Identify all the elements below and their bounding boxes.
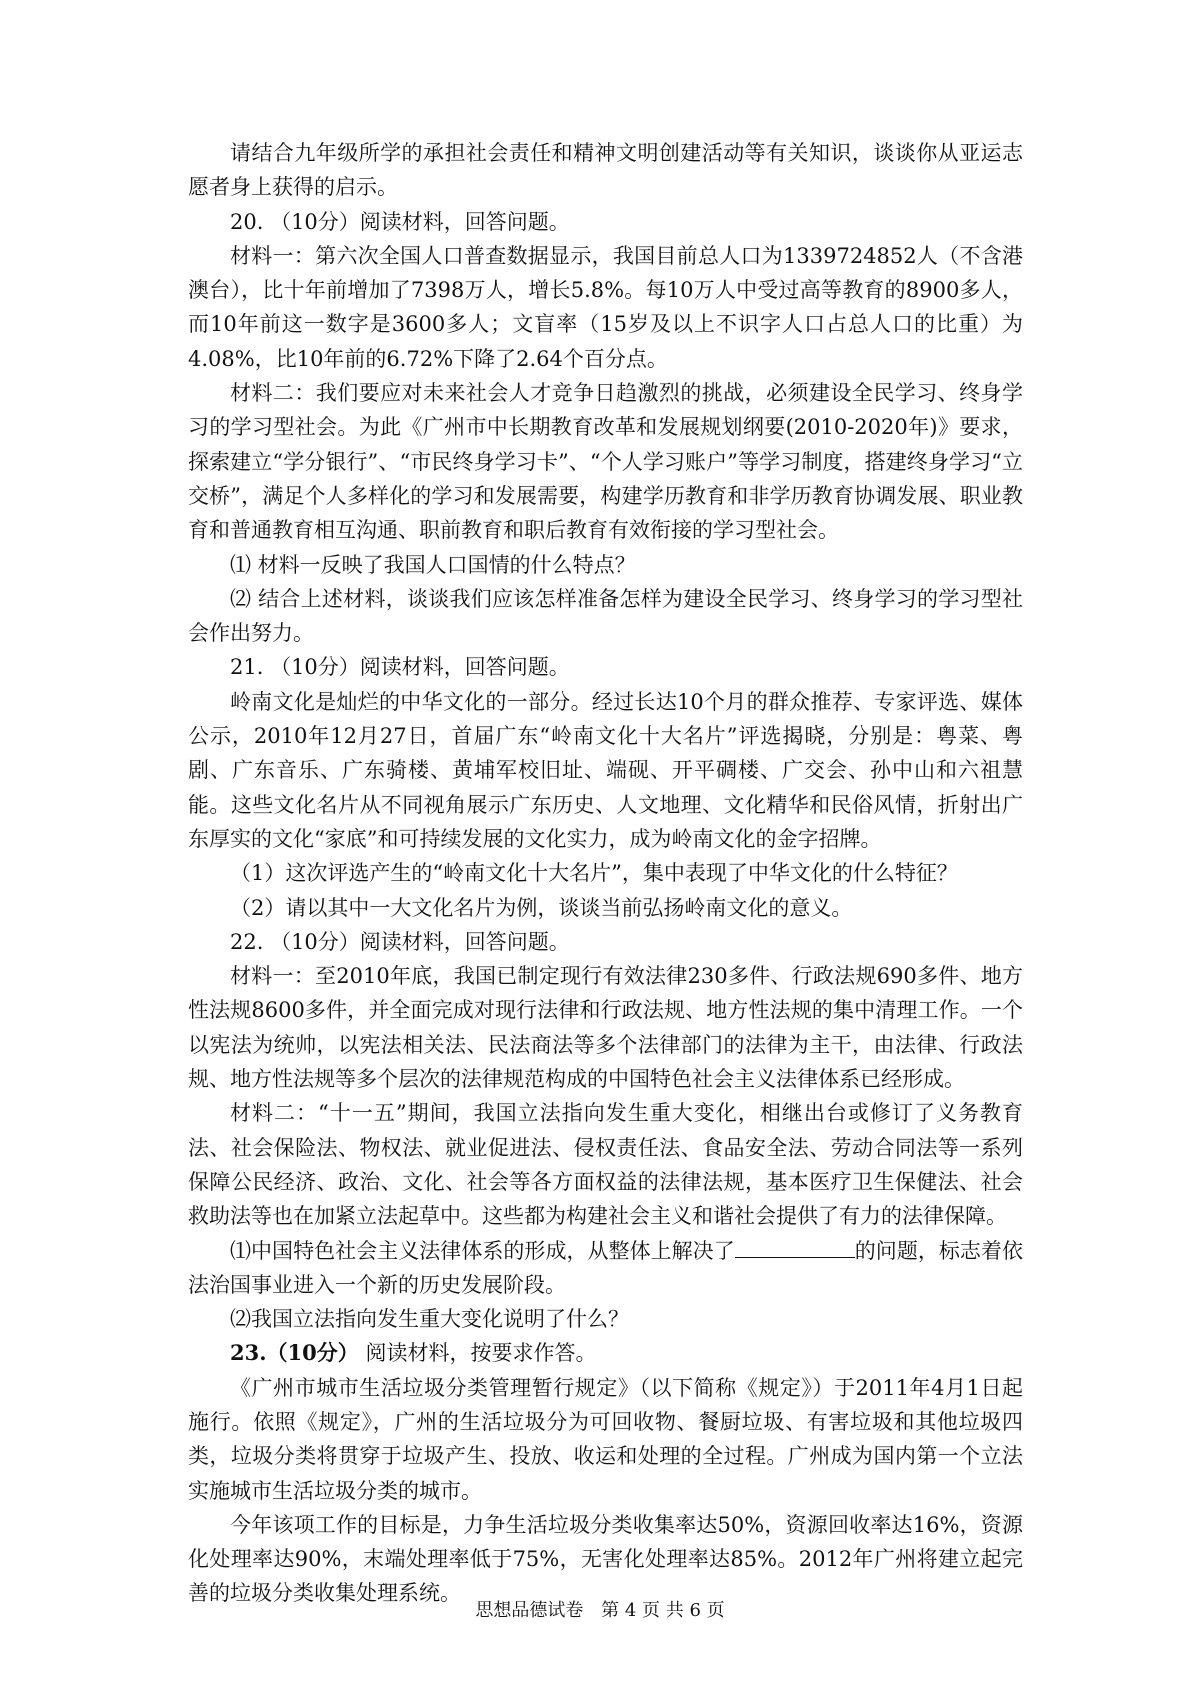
q23-number: 23. xyxy=(230,1340,267,1366)
q20-material-1: 材料一：第六次全国人口普查数据显示，我国目前总人口为1339724852人（不含港澳台），比十年前增加了7398万人，增长5.8%。每10万人中受过高等教育的8900多人，而10年前这一数字是3600多人；文盲率（15岁及以上不识字人口占总人口的比重）为4.08%，比10年前的6.72%下降了2.64个百分点。 xyxy=(188,243,1023,371)
q21-subquestion-2: （2）请以其中一大文化名片为例，谈谈当前弘扬岭南文化的意义。 xyxy=(230,895,853,920)
q23-material-1: 《广州市城市生活垃圾分类管理暂行规定》（以下简称《规定》）于2011年4月1日起施行。依照《规定》，广州的生活垃圾分为可回收物、餐厨垃圾、有害垃圾和其他垃圾四类，垃圾分类将贯穿于垃圾产生、投放、收运和处理的全过程。广州成为国内第一个立法实施城市生活垃圾分类的城市。 xyxy=(188,1375,1023,1503)
q22-material-1: 材料一：至2010年底，我国已制定现行有效法律230多件、行政法规690多件、地方性法规8600多件，并全面完成对现行法律和行政法规、地方性法规的集中清理工作。一个以宪法为统帅，以宪法相关法、民法商法等多个法律部门的法律为主干，由法律、行政法规、地方性法规等多个层次的法律规范构成的中国特色社会主义法律体系已经形成。 xyxy=(188,964,1023,1092)
q19-continuation: 请结合九年级所学的承担社会责任和精神文明创建活动等有关知识，谈谈你从亚运志愿者身上获得的启示。 xyxy=(188,141,1023,200)
q23-material-2: 今年该项工作的目标是，力争生活垃圾分类收集率达50%，资源回收率达16%，资源化处理率达90%，末端处理率低于75%，无害化处理率达85%。2012年广州将建立起完善的垃圾分类收集处理系统。 xyxy=(188,1512,1023,1606)
q22-material-2: 材料二：“十一五”期间，我国立法指向发生重大变化，相继出台或修订了义务教育法、社会保险法、物权法、就业促进法、侵权责任法、食品安全法、劳动合同法等一系列保障公民经济、政治、文化、社会等各方面权益的法律法规，基本医疗卫生保健法、社会救助法等也在加紧立法起草中。这些都为构建社会主义和谐社会提供了有力的法律保障。 xyxy=(188,1101,1023,1229)
q20-subquestion-1: ⑴ 材料一反映了我国人口国情的什么特点？ xyxy=(230,552,636,577)
q20-subquestion-2: ⑵ 结合上述材料，谈谈我们应该怎样准备怎样为建设全民学习、终身学习的学习型社会作出努力。 xyxy=(188,586,1023,646)
q22-heading: 22. （10分）阅读材料，回答问题。 xyxy=(230,929,570,954)
q23-heading-text: 阅读材料，按要求作答。 xyxy=(358,1341,597,1366)
q21-material: 岭南文化是灿烂的中华文化的一部分。经过长达10个月的群众推荐、专家评选、媒体公示，2010年12月27日，首届广东“岭南文化十大名片”评选揭晓，分别是：粤菜、粤剧、广东音乐、广东骑楼、黄埔军校旧址、端砚、开平碉楼、广交会、孙中山和六祖慧能。这些文化名片从不同视角展示广东历史、人文地理、文化精华和民俗风情，折射出广东厚实的文化“家底”和可持续发展的文化实力，成为岭南文化的金字招牌。 xyxy=(188,689,1023,851)
q23-score: （10分） xyxy=(266,1340,359,1366)
footer-subject: 思想品德试卷 xyxy=(475,1600,584,1621)
q21-subquestion-1: （1）这次评选产生的“岭南文化十大名片”，集中表现了中华文化的什么特征？ xyxy=(230,861,958,886)
q22-subquestion-1 xyxy=(188,1234,1023,1303)
page-footer xyxy=(0,1596,1200,1622)
q22-subquestion-2: ⑵我国立法指向发生重大变化说明了什么？ xyxy=(230,1307,629,1332)
q22-s1-part-a: ⑴中国特色社会主义法律体系的形成，从整体上解决了 xyxy=(230,1238,735,1263)
q23-heading xyxy=(188,1336,1023,1370)
q20-heading: 20. （10分）阅读材料，回答问题。 xyxy=(230,209,570,234)
q20-material-2: 材料二：我们要应对未来社会人才竞争日趋激烈的挑战，必须建设全民学习、终身学习的学习型社会。为此《广州市中长期教育改革和发展规划纲要(2010-2020年)》要求，探索建立“学分银行”、“市民终身学习卡”、“个人学习账户”等学习制度，搭建终身学习“立交桥”，满足个人多样化的学习和发展需要，构建学历教育和非学历教育协调发展、职业教育和普通教育相互沟通、职前教育和职后教育有效衔接的学习型社会。 xyxy=(188,381,1023,543)
q22-s1-part-b: 的问题，标志着依法治国事业进入一个新的历史发展阶段。 xyxy=(188,1238,1023,1297)
footer-page-number: 第 4 页 共 6 页 xyxy=(601,1600,725,1621)
answer-blank[interactable] xyxy=(735,1237,855,1258)
q21-heading: 21. （10分）阅读材料，回答问题。 xyxy=(230,655,570,680)
exam-content xyxy=(188,136,1023,1611)
